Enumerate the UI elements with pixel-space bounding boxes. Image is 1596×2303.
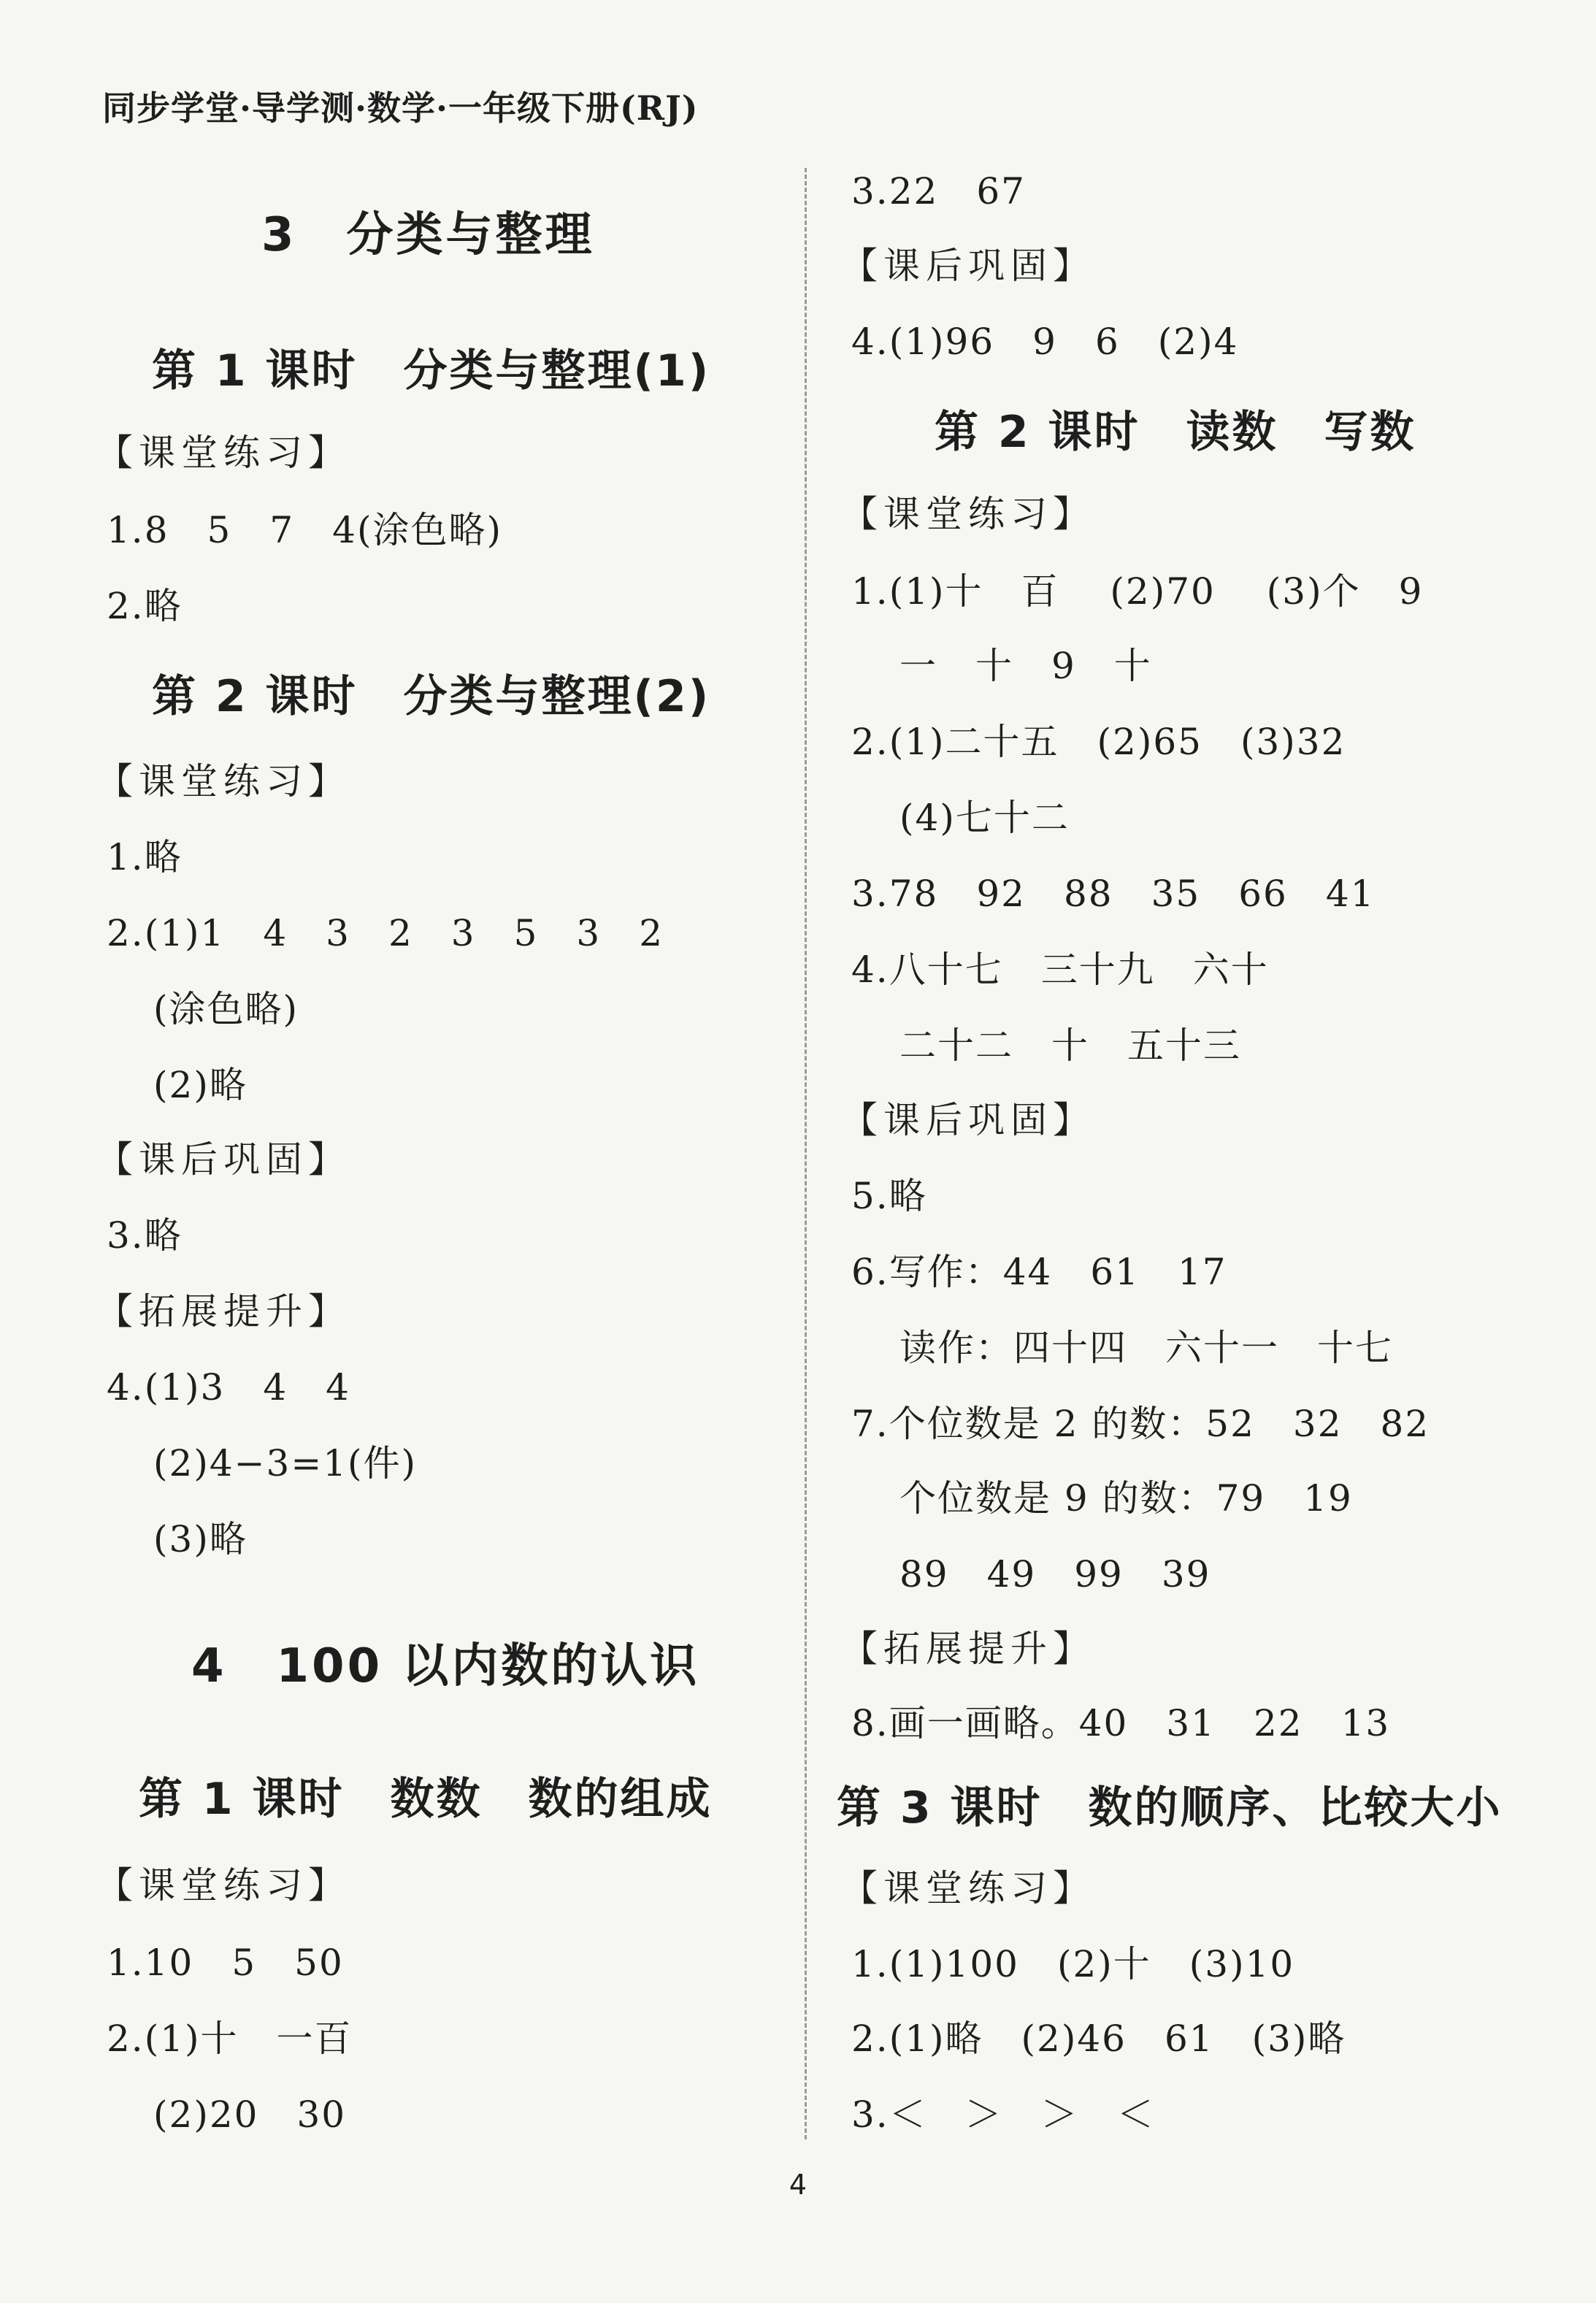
answer-line: (2)20 30 [153,2093,347,2136]
exercise-tag: 【拓展提升】 [96,1290,350,1333]
answer-line: 4.(1)96 9 6 (2)4 [851,321,1239,363]
answer-line: 2.略 [107,585,183,627]
answer-line: 7.个位数是 2 的数：52 32 82 [851,1403,1430,1445]
answer-line: 2.(1)略 (2)46 61 (3)略 [851,2017,1346,2060]
answer-line: 2.(1)十 一百 [107,2017,353,2060]
lesson-title: 第 1 课时 数数 数的组成 [139,1774,713,1825]
exercise-tag: 【课堂练习】 [96,760,350,802]
lesson-title: 第 1 课时 分类与整理(1) [152,345,711,396]
page-number: 4 [789,2169,807,2201]
answer-line: 89 49 99 39 [899,1553,1211,1595]
answer-line: 4.(1)3 4 4 [107,1366,350,1409]
exercise-tag: 【课堂练习】 [96,1864,350,1907]
exercise-tag: 【拓展提升】 [841,1628,1095,1670]
answer-line: 4.八十七 三十九 六十 [851,949,1269,991]
answer-line: (4)七十二 [899,797,1070,839]
exercise-tag: 【课后巩固】 [841,1099,1095,1141]
running-header: 同步学堂·导学测·数学·一年级下册(RJ) [102,88,699,128]
exercise-tag: 【课后巩固】 [96,1138,350,1181]
answer-line: 1.(1)100 (2)十 (3)10 [851,1943,1295,1985]
exercise-tag: 【课后巩固】 [841,245,1095,287]
answer-line: 1.8 5 7 4(涂色略) [107,509,502,551]
answer-line: 5.略 [851,1175,927,1217]
exercise-tag: 【课堂练习】 [841,1867,1095,1909]
answer-line: 2.(1)1 4 3 2 3 5 3 2 [107,912,664,954]
answer-line: 2.(1)二十五 (2)65 (3)32 [851,721,1346,763]
answer-line: (涂色略) [153,988,299,1030]
exercise-tag: 【课堂练习】 [841,493,1095,535]
answer-line: 1.(1)十 百 (2)70 (3)个 9 [851,570,1424,613]
answer-line: 3.＜ ＞ ＞ ＜ [851,2093,1155,2136]
answer-line: 3.略 [107,1214,183,1257]
column-divider [805,168,807,2139]
answer-line: (2)4−3=1(件) [153,1442,418,1484]
answer-line: (3)略 [153,1518,248,1560]
answer-line: 一 十 9 十 [899,645,1152,687]
lesson-title: 第 2 课时 读数 写数 [935,407,1416,458]
answer-line: 3.78 92 88 35 66 41 [851,873,1376,915]
exercise-tag: 【课堂练习】 [96,432,350,474]
answer-line: 1.略 [107,836,183,878]
answer-line: (2)略 [153,1064,248,1106]
lesson-title: 第 2 课时 分类与整理(2) [152,671,711,722]
answer-line: 6.写作：44 61 17 [851,1251,1227,1293]
answer-line: 3.22 67 [851,170,1026,212]
answer-line: 二十二 十 五十三 [899,1024,1241,1067]
answer-line: 读作：四十四 六十一 十七 [899,1327,1393,1369]
answer-line: 1.10 5 50 [107,1942,344,1984]
answer-line: 8.画一画略。40 31 22 13 [851,1702,1391,1744]
section-title: 4 100 以内数的认识 [191,1639,700,1693]
lesson-title: 第 3 课时 数的顺序、比较大小 [837,1782,1503,1833]
section-title: 3 分类与整理 [261,208,595,262]
answer-line: 个位数是 9 的数：79 19 [899,1477,1353,1520]
